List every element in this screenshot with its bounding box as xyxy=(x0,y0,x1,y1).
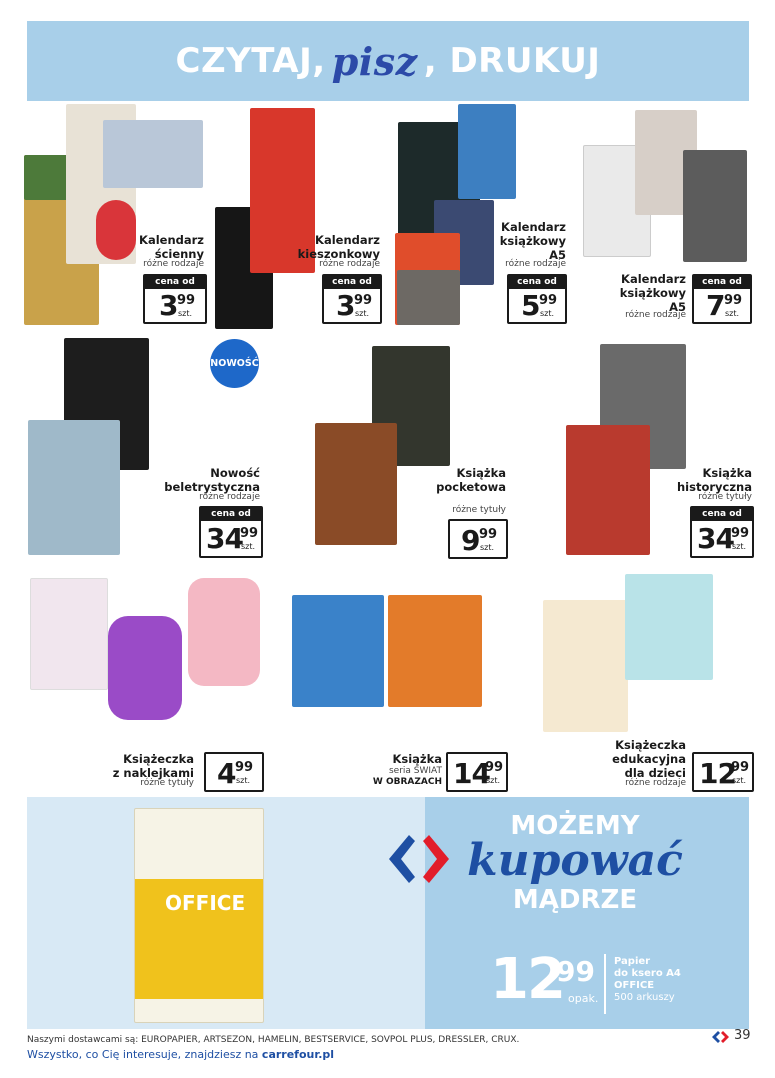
product-note: różne rodzaje xyxy=(625,778,686,788)
product-name-line: książkowy xyxy=(619,286,686,300)
price-box-swiat-w-obrazach xyxy=(446,752,508,792)
price-unit: szt. xyxy=(236,776,251,785)
paper-price-decimal: 99 xyxy=(556,955,595,988)
sticker-book-chrumka-image xyxy=(188,578,260,686)
price-decimal: 99 xyxy=(485,760,504,775)
product-name-line: Kalendarz xyxy=(139,233,204,247)
price-box-wall-calendar xyxy=(143,274,207,324)
product-name-fiction xyxy=(150,466,260,494)
sticker-book-kotki-image xyxy=(30,578,108,690)
header-banner xyxy=(27,21,749,101)
product-name-line: ścienny xyxy=(154,247,204,261)
price-unit: szt. xyxy=(732,542,747,551)
price-header: cena od xyxy=(145,276,205,289)
price-integer: 5 xyxy=(521,289,540,322)
price-header: cena od xyxy=(324,276,380,289)
price-unit: szt. xyxy=(725,309,740,318)
paper-name-line: OFFICE xyxy=(614,980,655,991)
promo-line2: kupować xyxy=(467,835,683,886)
product-name-wall-calendar xyxy=(130,233,204,261)
edu-book-zyrafkowe-image xyxy=(543,600,628,732)
price-decimal: 99 xyxy=(479,527,498,542)
paper-name-line: 500 arkuszy xyxy=(614,992,675,1003)
a5-book-calendar-pattern-image xyxy=(683,150,747,262)
product-name-line: z naklejkami xyxy=(112,766,194,780)
product-name-a5-calendar xyxy=(490,220,566,262)
price-integer: 14 xyxy=(453,757,490,790)
price-integer: 9 xyxy=(461,524,480,557)
price-integer: 12 xyxy=(699,757,736,790)
product-name-line: Nowość xyxy=(210,466,260,480)
product-name-line: Książeczka xyxy=(615,738,686,752)
product-name-line: Książeczka xyxy=(123,752,194,766)
product-name-pocket-calendar xyxy=(290,233,380,261)
paper-name-line: do ksero A4 xyxy=(614,968,681,979)
price-unit: szt. xyxy=(178,309,193,318)
promo-line1: MOŻEMY xyxy=(510,811,640,841)
carrefour-small-logo-icon xyxy=(711,1030,731,1044)
book-kocham-polske-image xyxy=(566,425,650,555)
product-name-sticker-book xyxy=(100,752,194,780)
office-paper-label: OFFICE xyxy=(165,891,246,915)
footer-tagline xyxy=(27,1048,334,1061)
price-decimal: 99 xyxy=(235,760,254,775)
product-note: różne tytuły xyxy=(698,492,752,502)
cake-calendar-image xyxy=(103,120,203,188)
paper-description xyxy=(614,956,681,1004)
price-decimal: 99 xyxy=(731,760,750,775)
product-name-line: Książka xyxy=(702,466,752,480)
price-decimal: 99 xyxy=(177,293,196,308)
banner-title xyxy=(27,21,749,101)
paper-price-integer: 12 xyxy=(490,947,564,1012)
price-header: cena od xyxy=(694,276,750,289)
a5-calendar-blue-image xyxy=(458,104,516,199)
carrefour-site-link[interactable]: carrefour.pl xyxy=(261,1048,335,1061)
price-box-a5-book-calendar xyxy=(692,274,752,324)
price-integer: 3 xyxy=(336,289,355,322)
price-box-pocket-calendar xyxy=(322,274,382,324)
product-name-line: beletrystyczna xyxy=(164,480,260,494)
product-name-swiat-w-obrazach xyxy=(356,752,442,766)
price-decimal: 99 xyxy=(354,293,373,308)
price-integer: 34 xyxy=(206,522,243,555)
book-domowe-zwierzeta-image xyxy=(292,595,384,707)
product-note: różne rodzaje xyxy=(319,259,380,269)
promo-line3: MĄDRZE xyxy=(512,885,638,915)
price-header: cena od xyxy=(692,508,752,521)
product-name-line: Kalendarz xyxy=(315,233,380,247)
product-note: różne rodzaje xyxy=(143,259,204,269)
product-name-a5-book-calendar xyxy=(606,272,686,314)
price-unit: szt. xyxy=(540,309,555,318)
product-name-line: książkowy xyxy=(499,234,566,248)
price-decimal: 99 xyxy=(731,526,750,541)
product-name-line: Kalendarz xyxy=(621,272,686,286)
price-decimal: 99 xyxy=(240,526,259,541)
price-header: cena od xyxy=(509,276,565,289)
price-unit: szt. xyxy=(355,309,370,318)
book-wies-image xyxy=(388,595,482,707)
price-unit: szt. xyxy=(732,776,747,785)
product-name-line: pocketowa xyxy=(436,480,506,494)
product-note: różne rodzaje xyxy=(625,310,686,320)
office-paper-ream-image xyxy=(134,808,264,1023)
price-box-pocket-book xyxy=(448,519,508,559)
product-note: różne tytuły xyxy=(140,778,194,788)
price-box-a5-calendar xyxy=(507,274,567,324)
price-integer: 3 xyxy=(159,289,178,322)
product-name-line: dla dzieci xyxy=(624,766,686,780)
carrefour-logo-icon xyxy=(387,833,457,885)
banner-title-part1: CZYTAJ, xyxy=(175,41,326,81)
tagline-prefix: Wszystko, co Cię interesuje, znajdziesz na xyxy=(27,1048,262,1061)
suppliers-text: Naszymi dostawcami są: EUROPAPIER, ARTSEZON, HAMELIN, BESTSERVICE, SOVPOL PLUS, DRESSLER, CRUX. xyxy=(27,1035,520,1045)
price-decimal: 99 xyxy=(724,293,743,308)
price-box-edu-book xyxy=(692,752,754,792)
price-unit: szt. xyxy=(480,543,495,552)
product-name-line: Kalendarz xyxy=(501,220,566,234)
banner-title-script: pisz xyxy=(331,38,418,84)
edu-book-zyrafkowe-2-image xyxy=(625,574,713,680)
page-number: 39 xyxy=(734,1028,751,1043)
sticker-book-hipcio-image xyxy=(108,616,182,720)
paper-divider xyxy=(604,954,606,1014)
product-note: różne rodzaje xyxy=(199,492,260,502)
price-integer: 7 xyxy=(706,289,725,322)
product-name-line: Książka xyxy=(392,752,442,766)
paper-name-line: Papier xyxy=(614,956,651,967)
a5-calendar-gray-image xyxy=(397,270,460,325)
product-name-line: historyczna xyxy=(677,480,752,494)
product-note: seria ŚWIAT xyxy=(388,766,442,776)
product-name-line: edukacyjna xyxy=(612,752,686,766)
price-integer: 4 xyxy=(217,757,236,790)
product-name-line: A5 xyxy=(549,248,566,262)
paper-price-unit: opak. xyxy=(568,992,599,1005)
nowosc-badge: NOWOŚĆ xyxy=(210,339,259,388)
price-header: cena od xyxy=(201,508,261,521)
product-name-pocket-book xyxy=(420,466,506,494)
product-note: różne rodzaje xyxy=(505,259,566,269)
book-szukajac-alaski-image xyxy=(315,423,397,545)
product-note: różne tytuły xyxy=(452,505,506,515)
product-note-bold: W OBRAZACH xyxy=(372,777,442,787)
product-name-line: kieszonkowy xyxy=(297,247,380,261)
price-box-sticker-book xyxy=(204,752,264,792)
book-sonata-z-auschwitz-image xyxy=(28,420,120,555)
product-name-line: Książka xyxy=(456,466,506,480)
product-name-history-book xyxy=(650,466,752,494)
price-box-history-book xyxy=(690,506,754,558)
banner-title-part2: , DRUKUJ xyxy=(423,41,601,81)
product-name-edu-book xyxy=(596,738,686,780)
product-name-line: A5 xyxy=(669,300,686,314)
price-integer: 34 xyxy=(697,522,734,555)
price-unit: szt. xyxy=(486,776,501,785)
price-box-fiction xyxy=(199,506,263,558)
price-unit: szt. xyxy=(241,542,256,551)
price-decimal: 99 xyxy=(539,293,558,308)
